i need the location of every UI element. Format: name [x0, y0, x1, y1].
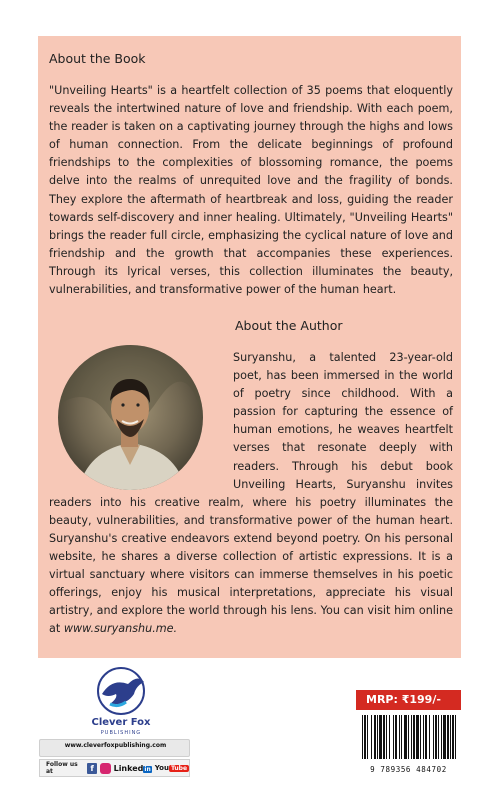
about-author-paragraph: Suryanshu, a talented 23-year-old poet, has been immersed in the world of poetry since childhood. With a passion for capturing the essence of human emotions, he weaves heartfelt verses that resonate deeply with readers. Through his debut book Unveiling Hearts, Suryanshu invites readers into his creative realm, where his poetry illuminates the beauty, vulnerabilities, and transformative power of the human heart. Suryanshu's creative endeavors extend beyond poetry. On his personal website, he shares a diverse collection of artistic expressions. It is a virtual sanctuary where visitors can immerse themselves in his poetic offerings, enjoy his musical interpretations, appreciate his visual artistry, and explore the world through his lens. You can visit him online at: [49, 351, 453, 636]
isbn-number: 9 789356 484702: [370, 765, 447, 774]
about-author-heading: About the Author: [235, 318, 343, 333]
author-photo: [58, 345, 203, 490]
publisher-tagline: PUBLISHING: [100, 730, 142, 736]
follow-label: Follow us at: [46, 761, 78, 775]
youtube-icon[interactable]: [155, 764, 189, 772]
youtube-tube: Tube: [170, 765, 188, 772]
facebook-icon[interactable]: f: [87, 763, 97, 774]
youtube-you: You: [154, 764, 169, 772]
price-label: MRP: ₹199/-: [356, 690, 461, 710]
barcode: [356, 713, 461, 761]
social-links-row: [39, 759, 190, 777]
linkedin-icon[interactable]: [114, 764, 152, 773]
author-website: www.suryanshu.me.: [63, 622, 178, 636]
publisher-name: Clever Fox: [91, 717, 151, 728]
about-book-paragraph: "Unveiling Hearts" is a heartfelt collection of 35 poems that eloquently reveals the intertwined nature of love and friendship. With each poem, the reader is taken on a captivating journey through the highs and lows of human connection. From the delicate beginnings of profound friendships to the complexities of blossoming romance, the poems delve into the realms of unrequited love and the fragility of bonds. They explore the aftermath of heartbreak and loss, guiding the reader towards self-discovery and inner healing. Ultimately, "Unveiling Hearts" brings the reader full circle, emphasizing the cyclical nature of love and friendship and the growth that accompanies these experiences. Through its lyrical verses, this collection illuminates the beauty, vulnerabilities, and transformative power of the human heart.: [49, 84, 453, 297]
linkedin-text: Linked: [113, 763, 144, 773]
instagram-icon[interactable]: [100, 763, 110, 774]
about-book-heading: About the Book: [49, 51, 146, 66]
linkedin-box: in: [144, 765, 151, 773]
back-cover-panel: [38, 36, 461, 658]
publisher-url[interactable]: www.cleverfoxpublishing.com: [64, 742, 167, 749]
publisher-url-box: [39, 739, 190, 757]
